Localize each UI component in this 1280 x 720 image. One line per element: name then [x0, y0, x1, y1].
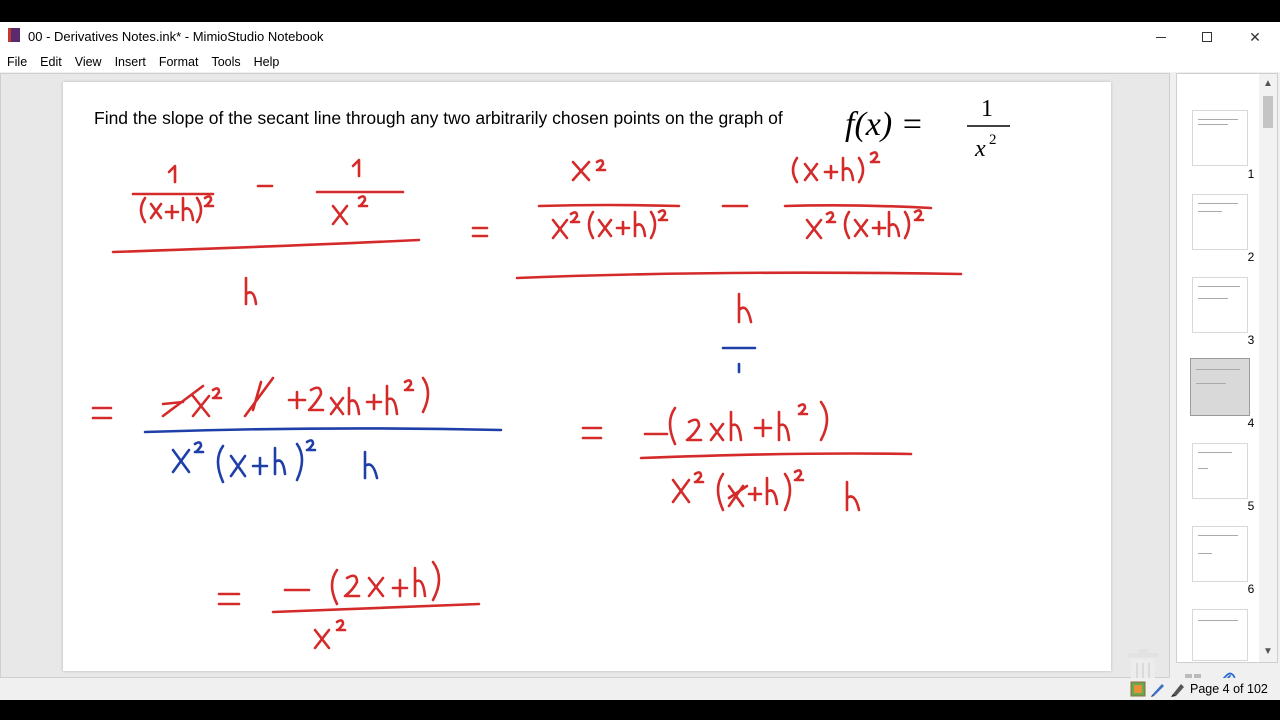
highlighter-tool-icon[interactable] [1170, 681, 1186, 697]
menu-bar [0, 52, 1280, 72]
menu-format[interactable]: Format [158, 55, 199, 69]
thumbnail-page[interactable] [1192, 443, 1248, 499]
scrollbar-thumb[interactable] [1263, 96, 1273, 128]
handwritten-ink [63, 82, 1111, 671]
close-icon: ✕ [1249, 28, 1261, 45]
thumbnail-number: 1 [1247, 167, 1255, 181]
thumbnail-page[interactable] [1192, 277, 1248, 333]
pen-tool-icon[interactable] [1150, 681, 1166, 697]
page-thumbnail-sidebar [1176, 73, 1278, 663]
minimize-button[interactable] [1138, 22, 1184, 52]
thumbnail-page[interactable] [1192, 609, 1248, 661]
app-window [0, 22, 1280, 700]
scroll-up-icon[interactable]: ▲ [1263, 78, 1273, 89]
page-indicator: Page 4 of 102 [1190, 682, 1268, 696]
maximize-button[interactable] [1184, 22, 1230, 52]
formula-denominator-exponent: 2 [989, 132, 997, 148]
thumbnail-page[interactable] [1192, 194, 1248, 250]
window-title: 00 - Derivatives Notes.ink* - MimioStudio Notebook [28, 29, 324, 44]
maximize-icon [1202, 32, 1212, 42]
thumbnail-scrollbar[interactable] [1259, 74, 1277, 662]
minimize-icon [1156, 37, 1166, 38]
menu-edit[interactable]: Edit [40, 55, 62, 69]
thumbnail-page[interactable] [1192, 110, 1248, 166]
thumbnail-number: 4 [1247, 416, 1255, 430]
menu-file[interactable]: File [7, 55, 28, 69]
notebook-app-icon [8, 28, 20, 42]
thumbnail-page-selected[interactable] [1190, 358, 1250, 416]
menu-help[interactable]: Help [253, 55, 280, 69]
canvas-area[interactable] [0, 73, 1170, 678]
thumbnail-number: 2 [1247, 250, 1255, 264]
gallery-icon[interactable] [1130, 681, 1146, 697]
thumbnail-number: 6 [1247, 582, 1255, 596]
menu-view[interactable]: View [74, 55, 102, 69]
thumbnail-number: 5 [1247, 499, 1255, 513]
status-bar [0, 678, 1280, 700]
scroll-down-icon[interactable]: ▼ [1263, 646, 1273, 657]
close-button[interactable] [1232, 22, 1278, 52]
title-bar [0, 22, 1280, 52]
thumbnail-number: 3 [1247, 333, 1255, 347]
notebook-page[interactable] [63, 82, 1111, 671]
menu-insert[interactable]: Insert [114, 55, 146, 69]
formula-denominator-base: x [975, 136, 986, 162]
formula-numerator: 1 [981, 96, 993, 122]
formula-lhs: f(x) = [845, 106, 924, 143]
thumbnail-page[interactable] [1192, 526, 1248, 582]
problem-prompt: Find the slope of the secant line through any two arbitrarily chosen points on the graph of [94, 108, 783, 128]
menu-tools[interactable]: Tools [211, 55, 241, 69]
